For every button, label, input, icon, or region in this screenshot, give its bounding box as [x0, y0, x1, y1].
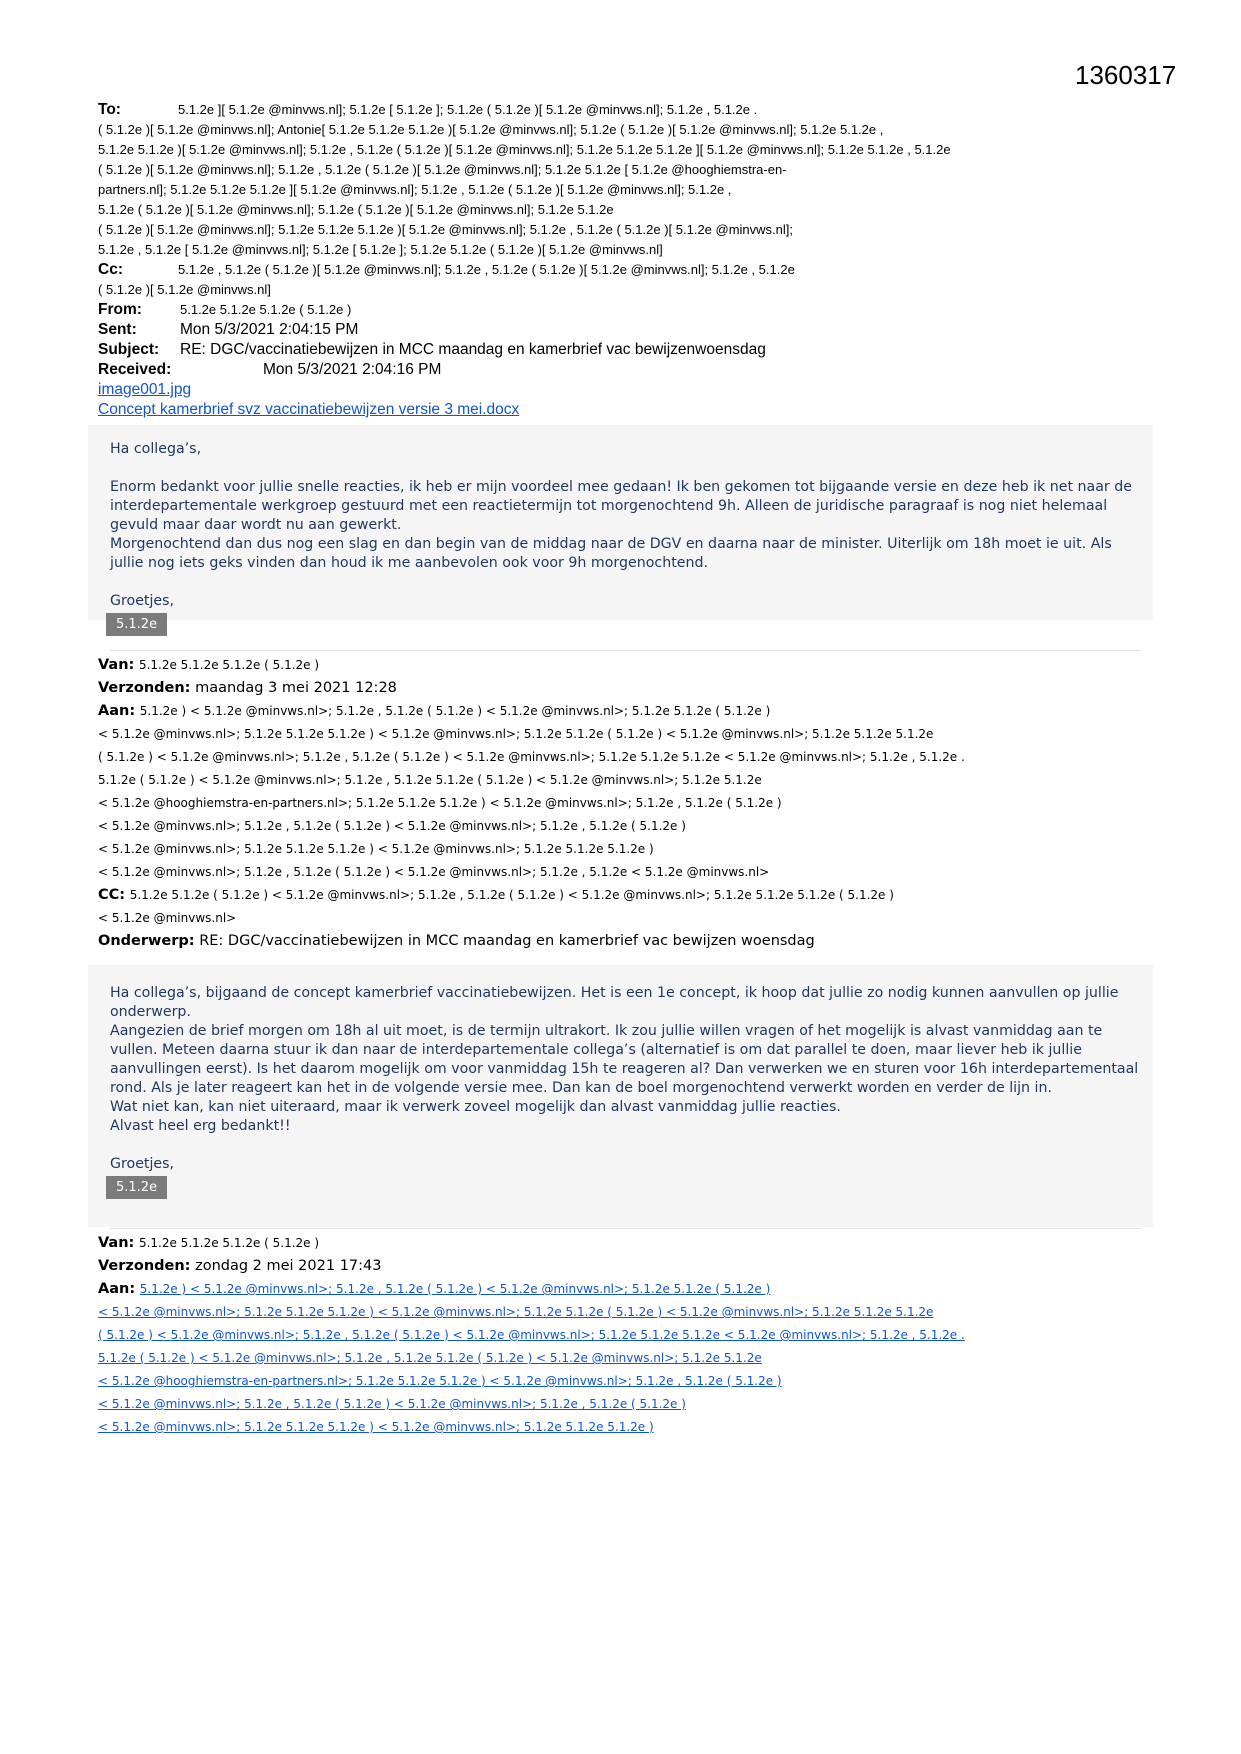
- aan-line[interactable]: < 5.1.2e @hooghiemstra-en-partners.nl>; 5.1.2e 5.1.2e 5.1.2e ) < 5.1.2e @minvws.nl>; 5.1.2e , 5.1.2e ( 5.1.2e ): [98, 1374, 782, 1388]
- aan-line[interactable]: 5.1.2e ) < 5.1.2e @minvws.nl>; 5.1.2e , 5.1.2e ( 5.1.2e ) < 5.1.2e @minvws.nl>; 5.1.2e 5.1.2e ( 5.1.2e ): [139, 1282, 771, 1296]
- to-recipients: [98, 100, 1148, 260]
- cc-line: ( 5.1.2e )[ 5.1.2e @minvws.nl]: [98, 282, 271, 297]
- separator: [110, 650, 1140, 651]
- to-line: 5.1.2e , 5.1.2e [ 5.1.2e @minvws.nl]; 5.1.2e [ 5.1.2e ]; 5.1.2e 5.1.2e ( 5.1.2e )[ 5.1.2e @minvws.nl]: [98, 242, 663, 257]
- aan-line[interactable]: < 5.1.2e @minvws.nl>; 5.1.2e 5.1.2e 5.1.2e ) < 5.1.2e @minvws.nl>; 5.1.2e 5.1.2e ( 5.1.2e ) < 5.1.2e @minvws.nl>; 5.1.2e 5.1.2e 5.1.2e: [98, 1305, 934, 1319]
- aan-line: 5.1.2e ) < 5.1.2e @minvws.nl>; 5.1.2e , 5.1.2e ( 5.1.2e ) < 5.1.2e @minvws.nl>; 5.1.2e 5.1.2e ( 5.1.2e ): [139, 704, 771, 718]
- to-line: ( 5.1.2e )[ 5.1.2e @minvws.nl]; 5.1.2e 5.1.2e 5.1.2e )[ 5.1.2e @minvws.nl]; 5.1.2e , 5.1.2e ( 5.1.2e )[ 5.1.2e @minvws.nl];: [98, 222, 793, 237]
- closing: Groetjes,: [110, 1156, 175, 1172]
- signature-redacted: 5.1.2e: [106, 613, 167, 636]
- aan-label: Aan:: [98, 1281, 136, 1297]
- aan-line[interactable]: ( 5.1.2e ) < 5.1.2e @minvws.nl>; 5.1.2e , 5.1.2e ( 5.1.2e ) < 5.1.2e @minvws.nl>; 5.1.2e 5.1.2e 5.1.2e < 5.1.2e @minvws.nl>; 5.1.2e , 5.1.2e .: [98, 1328, 965, 1342]
- aan-line: < 5.1.2e @minvws.nl>; 5.1.2e 5.1.2e 5.1.2e ) < 5.1.2e @minvws.nl>; 5.1.2e 5.1.2e 5.1.2e ): [98, 842, 654, 856]
- cc-label: Cc:: [98, 261, 123, 278]
- to-line: partners.nl]; 5.1.2e 5.1.2e 5.1.2e ][ 5.1.2e @minvws.nl]; 5.1.2e , 5.1.2e ( 5.1.2e )[ 5.1.2e @minvws.nl]; 5.1.2e ,: [98, 182, 732, 197]
- to-line: ( 5.1.2e )[ 5.1.2e @minvws.nl]; 5.1.2e , 5.1.2e ( 5.1.2e )[ 5.1.2e @minvws.nl]; 5.1.2e 5.1.2e [ 5.1.2e @hooghiemstra-en-: [98, 162, 787, 177]
- message-2-header: [98, 654, 1158, 953]
- cc-line: 5.1.2e , 5.1.2e ( 5.1.2e )[ 5.1.2e @minvws.nl]; 5.1.2e , 5.1.2e ( 5.1.2e )[ 5.1.2e @minvws.nl]; 5.1.2e , 5.1.2e: [178, 262, 795, 277]
- paragraph: Alvast heel erg bedankt!!: [110, 1118, 291, 1134]
- onderwerp-value: RE: DGC/vaccinatiebewijzen in MCC maandag en kamerbrief vac bewijzen woensdag: [199, 933, 815, 949]
- signature-redacted: 5.1.2e: [106, 1176, 167, 1199]
- to-label: To:: [98, 101, 121, 118]
- van-label: Van:: [98, 1235, 135, 1251]
- aan-label: Aan:: [98, 703, 136, 719]
- verzonden-label: Verzonden:: [98, 1258, 191, 1274]
- verzonden-value: zondag 2 mei 2021 17:43: [195, 1258, 382, 1274]
- aan-line[interactable]: < 5.1.2e @minvws.nl>; 5.1.2e 5.1.2e 5.1.2e ) < 5.1.2e @minvws.nl>; 5.1.2e 5.1.2e 5.1.2e ): [98, 1420, 654, 1434]
- subject-label: Subject:: [98, 341, 160, 358]
- paragraph: Wat niet kan, kan niet uiteraard, maar ik verwerk zoveel mogelijk dan alvast vanmiddag jullie reacties.: [110, 1099, 841, 1115]
- cc-line: 5.1.2e 5.1.2e ( 5.1.2e ) < 5.1.2e @minvws.nl>; 5.1.2e , 5.1.2e ( 5.1.2e ) < 5.1.2e @minvws.nl>; 5.1.2e 5.1.2e 5.1.2e ( 5.1.2e ): [129, 888, 894, 902]
- cc-label: CC:: [98, 887, 126, 903]
- paragraph: Ha collega’s, bijgaand de concept kamerbrief vaccinatiebewijzen. Het is een 1e concept, ik hoop dat jullie zo nodig kunnen aanvullen op jullie onderwerp.: [110, 985, 1119, 1020]
- paragraph: Enorm bedankt voor jullie snelle reacties, ik heb er mijn voordeel mee gedaan! Ik ben gekomen tot bijgaande versie en deze heb ik net naar de interdepartementale werkgroep gestuurd met een reactietermijn tot morgenochtend 9h. Alleen de juridische paragraaf is nog niet helemaal gevuld maar daar wordt nu aan gewerkt.: [110, 479, 1133, 533]
- verzonden-value: maandag 3 mei 2021 12:28: [195, 680, 397, 696]
- received-value: Mon 5/3/2021 2:04:16 PM: [263, 361, 442, 378]
- subject-value: RE: DGC/vaccinatiebewijzen in MCC maandag en kamerbrief vac bewijzenwoensdag: [180, 341, 766, 358]
- from-value: 5.1.2e 5.1.2e 5.1.2e ( 5.1.2e ): [180, 302, 352, 317]
- attachment-link[interactable]: image001.jpg: [98, 381, 192, 398]
- to-line: 5.1.2e 5.1.2e )[ 5.1.2e @minvws.nl]; 5.1.2e , 5.1.2e ( 5.1.2e )[ 5.1.2e @minvws.nl]; 5.1.2e 5.1.2e 5.1.2e ][ 5.1.2e @minvws.nl]; 5.1.2e 5.1.2e , 5.1.2e: [98, 142, 951, 157]
- paragraph: Morgenochtend dan dus nog een slag en dan begin van de middag naar de DGV en daarna naar de minister. Uiterlijk om 18h moet ie uit. Als jullie nog iets geks vinden dan houd ik me aanbevolen ook voor 9h morgenochtend.: [110, 536, 1112, 571]
- message-2-body: [110, 984, 1140, 1199]
- message-3-header: [98, 1232, 1158, 1439]
- message-1-body: [110, 440, 1140, 636]
- van-value: 5.1.2e 5.1.2e 5.1.2e ( 5.1.2e ): [138, 658, 320, 672]
- from-label: From:: [98, 301, 142, 318]
- onderwerp-label: Onderwerp:: [98, 933, 195, 949]
- aan-line: < 5.1.2e @minvws.nl>; 5.1.2e , 5.1.2e ( 5.1.2e ) < 5.1.2e @minvws.nl>; 5.1.2e , 5.1.2e < 5.1.2e @minvws.nl>: [98, 865, 770, 879]
- aan-line: < 5.1.2e @hooghiemstra-en-partners.nl>; 5.1.2e 5.1.2e 5.1.2e ) < 5.1.2e @minvws.nl>; 5.1.2e , 5.1.2e ( 5.1.2e ): [98, 796, 782, 810]
- closing: Groetjes,: [110, 593, 175, 609]
- to-line: 5.1.2e ][ 5.1.2e @minvws.nl]; 5.1.2e [ 5.1.2e ]; 5.1.2e ( 5.1.2e )[ 5.1.2e @minvws.nl]; 5.1.2e , 5.1.2e .: [178, 102, 758, 117]
- attachment-link[interactable]: Concept kamerbrief svz vaccinatiebewijzen versie 3 mei.docx: [98, 401, 520, 418]
- separator: [110, 1228, 1140, 1229]
- greeting: Ha collega’s,: [110, 441, 202, 457]
- van-value: 5.1.2e 5.1.2e 5.1.2e ( 5.1.2e ): [138, 1236, 320, 1250]
- aan-line: < 5.1.2e @minvws.nl>; 5.1.2e , 5.1.2e ( 5.1.2e ) < 5.1.2e @minvws.nl>; 5.1.2e , 5.1.2e ( 5.1.2e ): [98, 819, 686, 833]
- to-line: ( 5.1.2e )[ 5.1.2e @minvws.nl]; Antonie[ 5.1.2e 5.1.2e 5.1.2e )[ 5.1.2e @minvws.nl]; 5.1.2e ( 5.1.2e )[ 5.1.2e @minvws.nl]; 5.1.2e 5.1.2e ,: [98, 122, 884, 137]
- received-label: Received:: [98, 361, 172, 378]
- cc-line: < 5.1.2e @minvws.nl>: [98, 911, 237, 925]
- document-number: 1360317: [1075, 60, 1177, 90]
- aan-line[interactable]: < 5.1.2e @minvws.nl>; 5.1.2e , 5.1.2e ( 5.1.2e ) < 5.1.2e @minvws.nl>; 5.1.2e , 5.1.2e ( 5.1.2e ): [98, 1397, 686, 1411]
- aan-line[interactable]: 5.1.2e ( 5.1.2e ) < 5.1.2e @minvws.nl>; 5.1.2e , 5.1.2e 5.1.2e ( 5.1.2e ) < 5.1.2e @minvws.nl>; 5.1.2e 5.1.2e: [98, 1351, 762, 1365]
- paragraph: Aangezien de brief morgen om 18h al uit moet, is de termijn ultrakort. Ik zou jullie willen vragen of het mogelijk is alvast vanmiddag aan te vullen. Meteen daarna stuur ik dan naar de interdepartementale collega’s (alternatief is om dat parallel te doen, maar liever heb ik jullie aanvullingen eerst). Is het daarom mogelijk om voor vanmiddag 15h te reageren al? Dan verwerken we en sturen voor 16h interdepartementaal rond. Als je later reageert kan het in de volgende versie mee. Dan kan de boel morgenochtend verwerkt worden en verder de lijn in.: [110, 1023, 1139, 1096]
- aan-line: ( 5.1.2e ) < 5.1.2e @minvws.nl>; 5.1.2e , 5.1.2e ( 5.1.2e ) < 5.1.2e @minvws.nl>; 5.1.2e 5.1.2e 5.1.2e < 5.1.2e @minvws.nl>; 5.1.2e , 5.1.2e .: [98, 750, 965, 764]
- sent-value: Mon 5/3/2021 2:04:15 PM: [180, 321, 359, 338]
- aan-line: 5.1.2e ( 5.1.2e ) < 5.1.2e @minvws.nl>; 5.1.2e , 5.1.2e 5.1.2e ( 5.1.2e ) < 5.1.2e @minvws.nl>; 5.1.2e 5.1.2e: [98, 773, 762, 787]
- verzonden-label: Verzonden:: [98, 680, 191, 696]
- sent-label: Sent:: [98, 321, 137, 338]
- aan-line: < 5.1.2e @minvws.nl>; 5.1.2e 5.1.2e 5.1.2e ) < 5.1.2e @minvws.nl>; 5.1.2e 5.1.2e ( 5.1.2e ) < 5.1.2e @minvws.nl>; 5.1.2e 5.1.2e 5.1.2e: [98, 727, 934, 741]
- email-header: [98, 100, 1148, 420]
- to-line: 5.1.2e ( 5.1.2e )[ 5.1.2e @minvws.nl]; 5.1.2e ( 5.1.2e )[ 5.1.2e @minvws.nl]; 5.1.2e 5.1.2e: [98, 202, 614, 217]
- van-label: Van:: [98, 657, 135, 673]
- cc-recipients: [98, 260, 1148, 300]
